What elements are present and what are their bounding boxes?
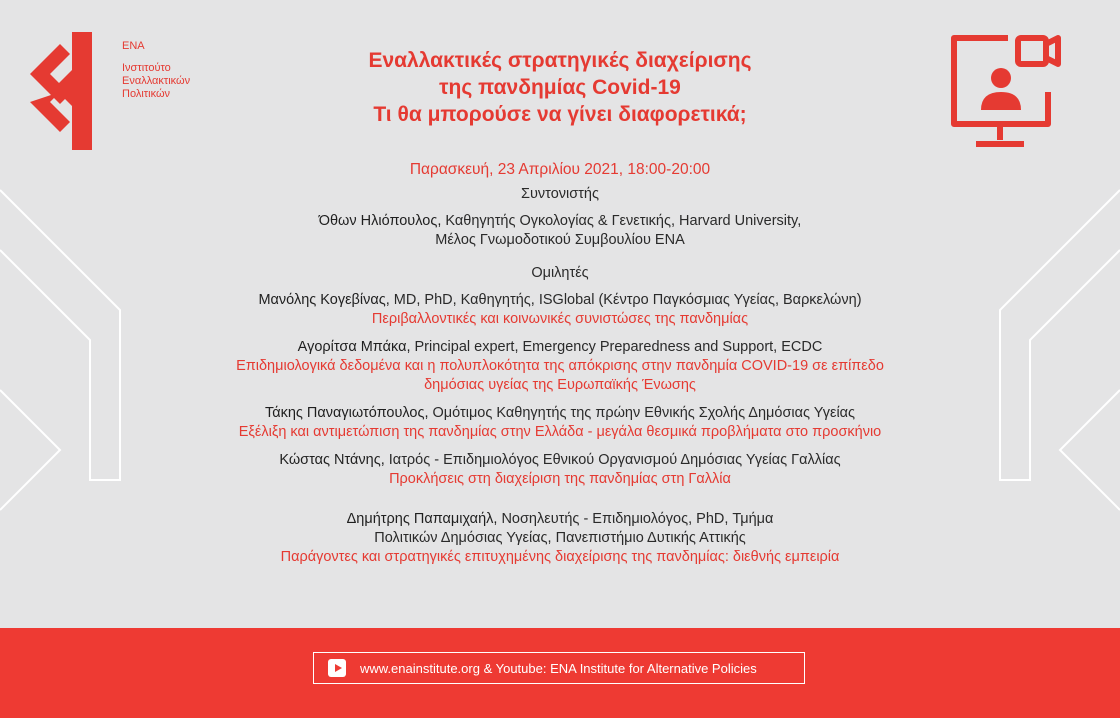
speaker-name: Αγορίτσα Μπάκα, [297, 339, 411, 355]
speaker-role: Ομότιμος Καθηγητής της πρώην Εθνικής Σχολής Δημόσιας Υγείας [428, 405, 856, 421]
event-title [200, 47, 920, 128]
moderator-block [60, 212, 1060, 250]
link-text: www.enainstitute.org & Youtube: ENA Institute for Alternative Policies [360, 660, 757, 676]
moderator-name: Όθων Ηλιόπουλος, [318, 213, 442, 229]
logo-name: ΕΝΑ [122, 40, 145, 52]
ena-logo-icon [30, 32, 100, 150]
moderator-heading: Συντονιστής [521, 186, 599, 202]
event-details [60, 160, 1060, 576]
logo-line-2: Εναλλακτικών [122, 75, 191, 87]
speaker-name: Μανόλης Κογεβίνας, [258, 292, 390, 308]
website-youtube-link[interactable] [313, 652, 805, 684]
speaker-role: Ιατρός - Επιδημιολόγος Εθνικού Οργανισμού Δημόσιας Υγείας Γαλλίας [384, 452, 841, 468]
title-line-3: Τι θα μπορούσε να γίνει διαφορετικά; [373, 103, 747, 126]
speaker-name: Δημήτρης Παπαμιχαήλ, [346, 511, 498, 527]
speaker-name: Τάκης Παναγιωτόπουλος, [264, 405, 429, 421]
speaker-block [60, 510, 1060, 567]
speaker-name: Κώστας Ντάνης, [279, 452, 385, 468]
speaker-topic: Παράγοντες και στρατηγικές επιτυχημένης διαχείρισης της πανδημίας: διεθνής εμπειρία [280, 549, 840, 565]
speaker-topic-2: δημόσιας υγείας της Ευρωπαϊκής Ένωσης [424, 377, 696, 393]
youtube-play-icon [328, 659, 346, 677]
speakers-heading: Ομιλητές [531, 265, 589, 281]
moderator-role: Καθηγητής Ογκολογίας & Γενετικής, Harvard University, [441, 213, 802, 229]
speaker-block [60, 451, 1060, 489]
speaker-topic: Περιβαλλοντικές και κοινωνικές συνιστώσες της πανδημίας [371, 311, 749, 327]
logo-line-3: Πολιτικών [122, 88, 171, 100]
speaker-role: MD, PhD, Καθηγητής, ISGlobal (Κέντρο Παγκόσμιας Υγείας, Βαρκελώνη) [389, 292, 862, 308]
speaker-role-2: Πολιτικών Δημόσιας Υγείας, Πανεπιστήμιο Δυτικής Αττικής [374, 530, 746, 546]
speaker-topic: Προκλήσεις στη διαχείριση της πανδημίας στη Γαλλία [389, 471, 731, 487]
speaker-topic: Εξέλιξη και αντιμετώπιση της πανδημίας στην Ελλάδα - μεγάλα θεσμικά προβλήματα στο προσκήνιο [238, 424, 882, 440]
speaker-topic: Επιδημιολογικά δεδομένα και η πολυπλοκότητα της απόκρισης στην πανδημία COVID-19 σε επίπεδο [236, 358, 884, 374]
logo-line-1: Ινστιτούτο [122, 62, 171, 74]
title-line-1: Εναλλακτικές στρατηγικές διαχείρισης [368, 49, 752, 72]
speaker-block [60, 291, 1060, 329]
speaker-block [60, 404, 1060, 442]
speaker-block [60, 338, 1060, 395]
speaker-role: Principal expert, Emergency Preparedness and Support, ECDC [410, 339, 823, 355]
title-line-2: της πανδημίας Covid-19 [439, 76, 681, 99]
video-conference-icon [948, 32, 1064, 152]
speaker-role: Νοσηλευτής - Επιδημιολόγος, PhD, Τμήμα [497, 511, 774, 527]
logo-text [122, 40, 190, 101]
moderator-role-2: Μέλος Γνωμοδοτικού Συμβουλίου ΕΝΑ [435, 232, 685, 248]
event-date: Παρασκευή, 23 Απριλίου 2021, 18:00-20:00 [409, 161, 711, 178]
